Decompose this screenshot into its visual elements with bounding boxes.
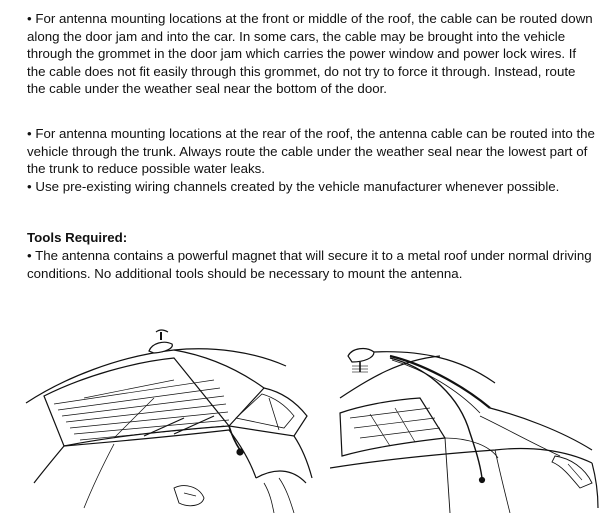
car-front-roof-antenna-illustration — [24, 318, 314, 518]
paragraph-wiring-channels: • Use pre-existing wiring channels created by the vehicle manufacturer whenever possible. — [27, 179, 560, 194]
paragraph-rear-roof: • For antenna mounting locations at the rear of the roof, the antenna cable can be routed into the vehicle through the trunk. Always route the cable under the weather seal near the lowest part of the trunk to reduce possible water leaks. — [27, 126, 595, 177]
car-rear-trunk-antenna-illustration — [330, 338, 600, 518]
tools-required-heading: Tools Required: — [27, 230, 128, 245]
paragraph-front-roof: • For antenna mounting locations at the front or middle of the roof, the cable can be routed down along the door jam and into the car. In some cars, the cable may be brought into the vehicle through the grommet in the door jam which carries the power window and power lock wires. If the cable does not fit easily through this grommet, do not try to force it through. Instead, route the cable under the weather seal near the bottom of the door. — [27, 11, 593, 97]
paragraph-tools-required: • The antenna contains a powerful magnet that will secure it to a metal roof under normal driving conditions. No additional tools should be necessary to mount the antenna. — [27, 248, 592, 281]
